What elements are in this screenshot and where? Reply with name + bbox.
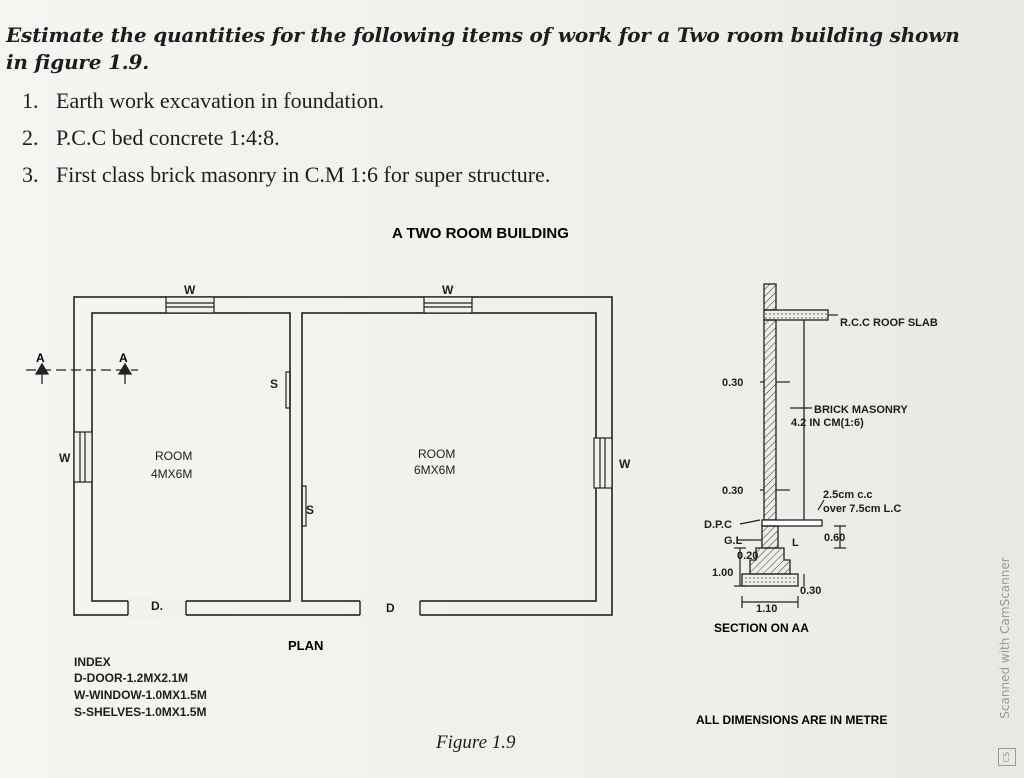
room-1-name: ROOM (155, 449, 193, 463)
room-2-size: 6MX6M (414, 463, 456, 477)
window-right (594, 438, 612, 488)
list-item: 2. P.C.C bed concrete 1:4:8. (22, 125, 280, 150)
dpc-spec-1: 2.5cm c.c (823, 489, 873, 501)
camscanner-logo-icon: CS (998, 748, 1016, 766)
pcc-bed (742, 574, 798, 586)
index-door: D-DOOR-1.2MX2.1M (74, 671, 189, 685)
watermark-text: Scanned with CamScanner (998, 557, 1012, 719)
wall-section (742, 284, 828, 586)
index-shelf: S-SHELVES-1.0MX1.5M (74, 705, 207, 719)
footing-step: 0.20 (737, 550, 759, 562)
window-label: W (59, 451, 71, 465)
section-marker-aa (26, 364, 138, 384)
foundation-depth: 1.00 (712, 567, 734, 579)
window-left (74, 432, 92, 482)
section-label-a-left: A (36, 351, 45, 365)
room-2-name: ROOM (418, 447, 456, 461)
section-title: SECTION ON AA (714, 621, 809, 635)
shelf-label: S (306, 503, 315, 517)
wall-width-top: 0.30 (722, 377, 744, 389)
dpc-layer (762, 520, 822, 526)
room-1-size: 4MX6M (151, 467, 193, 481)
window-label: W (442, 283, 454, 297)
brick-masonry-label: BRICK MASONRY (814, 404, 908, 416)
section-label-a-right: A (119, 351, 128, 365)
scanner-watermark (994, 520, 1022, 770)
parapet (764, 284, 776, 310)
index-title: INDEX (74, 655, 111, 669)
plan-label: PLAN (288, 638, 324, 653)
brick-wall (764, 320, 776, 520)
shelf-label: S (270, 377, 279, 391)
dpc-label: D.P.C (704, 519, 732, 531)
brick-spec-label: 4.2 IN CM(1:6) (791, 417, 864, 429)
list-item: 1. Earth work excavation in foundation. (22, 88, 385, 113)
door-label: D. (151, 599, 163, 613)
drawing-title: A TWO ROOM BUILDING (392, 225, 569, 242)
figure-caption: Figure 1.9 (436, 732, 516, 753)
plinth (762, 526, 778, 548)
list-item: 3. First class brick masonry in C.M 1:6 for super structure. (22, 162, 551, 187)
index-window: W-WINDOW-1.0MX1.5M (74, 688, 207, 702)
plinth-height: 0.60 (824, 532, 846, 544)
question-heading: Estimate the quantities for the following items of work for a Two room building shown in figure 1.9. (6, 23, 960, 74)
roof-slab-label: R.C.C ROOF SLAB (840, 317, 938, 329)
window-top-left (166, 297, 214, 313)
bed-width: 1.10 (756, 603, 778, 615)
door-label: D (386, 601, 395, 615)
bed-thickness: 0.30 (800, 585, 822, 597)
gl-label: G.L (724, 535, 743, 547)
window-label: W (619, 457, 631, 471)
dpc-spec-2: over 7.5cm L.C (823, 503, 902, 515)
wall-width-mid: 0.30 (722, 485, 744, 497)
roof-slab (764, 310, 828, 320)
window-top-right (424, 297, 472, 313)
l-label: L (792, 537, 799, 549)
window-label: W (184, 283, 196, 297)
dimension-note: ALL DIMENSIONS ARE IN METRE (696, 713, 888, 727)
